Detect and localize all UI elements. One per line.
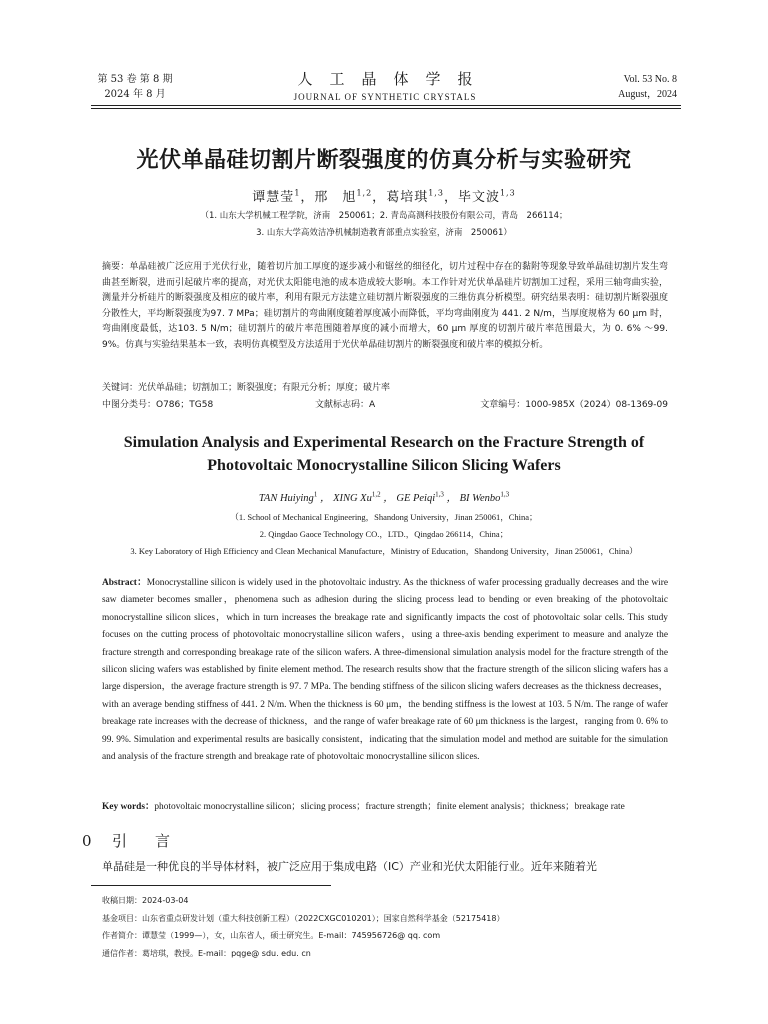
journal-name [240,68,530,102]
affiliation-cn-line: 3. 山东大学高效洁净机械制造教育部重点实验室，济南 250061） [256,228,512,238]
header-date-cn: 2024 年 8 月 [104,89,166,100]
affiliation-en-line: 2. Qingdao Gaoce Technology CO.，LTD.，Qingdao 266114，China； [259,529,509,539]
affiliation-cn-line: （1. 山东大学机械工程学院，济南 250061；2. 青岛高测科技股份有限公司，青岛 266114； [200,211,568,221]
section-number: 0 [82,832,92,850]
paper-title-en [60,431,708,477]
footnote-received-date: 收稿日期：2024-03-04 [102,896,189,905]
abstract-en-label: Abstract： [102,578,147,588]
author-name-en: TAN Huiying [258,493,314,504]
author-name-en: GE Peiqi [396,493,436,504]
body-paragraph: 单晶硅是一种优良的半导体材料，被广泛应用于集成电路（IC）产业和光伏太阳能行业。近年来随着光 [102,860,597,873]
header-vol-no: Vol. 53 No. 8 [623,74,677,85]
author-affil-mark: 1 [313,490,318,499]
affiliation-en-line: （1. School of Mechanical Engineering，Shandong University，Jinan 250061，China； [230,512,538,522]
abstract-cn: 摘要：单晶硅被广泛应用于光伏行业，随着切片加工厚度的逐步减小和锯丝的细径化，切片过程中存在的黏附等现象导致单晶硅切割片发生弯曲甚至断裂，进而引起破片率的提高，对光伏太阳能电池的成本造成较大影响。本工作针对光伏单晶硅片切割加工过程，采用三轴弯曲实验，测量并分析硅片的断裂强度及相应的破片率，利用有限元方法建立硅切割片断裂强度的三维仿真分析模型。研究结果表明：硅切割片断裂强度分散性大，平均断裂强度为97. 7 MPa；硅切割片的弯曲刚度随着厚度减小而降低，平均弯曲刚度为 441. 2 N/m，当厚度规格为 60 μm 时，弯曲刚度最低，达103. 5 N/m；硅切割片的破片率范围随着厚度的减小而增大，60 μm 厚度的切割片破片率范围最大，为 0. 6% ～99. 9%。仿真与实验结果基本一致，表明仿真模型及方法适用于光伏单晶硅切割片的断裂强度和破片率的模拟分析。 [102,262,668,350]
author-affil-mark: 1,3 [428,188,444,198]
footnote-funding: 基金项目：山东省重点研发计划（重大科技创新工程）（2022CXGC010201）；国家自然科学基金（52175418） [102,913,505,923]
abstract-en-text: Monocrystalline silicon is widely used in the photovoltaic industry. As the thickness of wafer processing gradually decreases and the wire saw diameter becomes smaller，phenomena such as adhesion during the slicing process lead to bending or even breaking of the photovoltaic monocrystalline silicon slices，which in turn increases the breakage rate and significantly impacts the cost of photovoltaic solar cells. This study focuses on the cutting process of photovoltaic monocrystalline silicon wafers，using a three-axis bending experiment to measure and analyze the fracture strength and corresponding breakage rate of the silicon wafers. A three-dimensional simulation analysis model for the fracture strength of the silicon slicing wafers was established by finite element method. The research results show that the fracture strength of the silicon slicing wafers has a large dispersion，the average fracture strength is 97. 7 MPa. The bending stiffness of the silicon slicing wafers decreases as the thickness decreases，with an average bending stiffness of 441. 2 N/m. When the thickness is 60 μm，the bending stiffness is the lowest at 103. 5 N/m. The range of wafer breakage rate increases with the decrease of thickness，and the range of wafer breakage rate of 60 μm thickness is the largest，ranging from 0. 6% to 99. 9%. Simulation and experimental results are basically consistent，indicating that the simulation model and method are suitable for the simulation and analysis of the fracture strength and breakage rate of photovoltaic monocrystalline silicon slices. [102,578,668,763]
article-number: 文章编号：1000-985X（2024）08-1369-09 [480,400,668,410]
author-affil-mark: 1,2 [356,188,373,198]
keywords-en-text: photovoltaic monocrystalline silicon；slicing process；fracture strength；finite element analysis；thickness；breakage rate [154,802,625,812]
footnote-corresponding-author: 通信作者：葛培琪，教授。E-mail：pqge@ sdu. edu. cn [102,948,311,958]
paper-title-cn: 光伏单晶硅切割片断裂强度的仿真分析与实验研究 [136,148,632,173]
keywords-en-label: Key words： [102,802,155,812]
document-code: 文献标志码：A [315,400,376,410]
keywords-en [102,798,668,812]
header-issue-info [95,72,175,102]
author-name: 毕文波 [457,190,500,205]
header-date-en: August，2024 [618,89,677,100]
abstract-en [102,575,668,766]
author-affil-mark: 1,3 [499,188,516,198]
author-name-en: XING Xu [333,493,372,504]
author-name: 葛培琪 [386,190,429,205]
section-heading [82,830,198,851]
header-rule-thick [91,105,681,106]
keywords-cn: 关键词：光伏单晶硅；切割加工；断裂强度；有限元分析；厚度；破片率 [102,383,391,393]
footnote-author-bio: 作者简介：谭慧莹（1999—），女，山东省人，硕士研究生。E-mail：745956726@ qq. com [102,931,441,940]
clc-number: 中图分类号：O786；TG58 [102,400,214,410]
journal-name-en: JOURNAL OF SYNTHETIC CRYSTALS [293,92,477,102]
affiliation-en-line: 3. Key Laboratory of High Efficiency and Clean Mechanical Manufacture，Ministry of Education，Shandong University，Jinan 250061，China） [130,546,638,556]
author-name: 谭慧莹 [252,190,295,205]
paper-title-en-line: Photovoltaic Monocrystalline Silicon Slicing Wafers [207,457,561,474]
header-vol-info-en [618,72,677,102]
author-name-en: BI Wenbo [459,493,501,504]
footnote-rule [91,885,331,886]
footnotes [102,892,504,962]
section-title: 引言 [112,832,199,850]
paper-title-en-line: Simulation Analysis and Experimental Research on the Fracture Strength of [123,434,645,451]
author-name: 邢 旭 [314,190,357,205]
authors-cn: 谭慧莹$^1$，邢 旭$^{1,2}$，葛培琪$^{1,3}$，毕文波$^{1,3}$ [252,188,516,205]
author-affil-mark: 1 [294,188,301,198]
authors-en: TAN Huiying$^1$ ， XING Xu$^{1,2}$ ， GE Peiqi$^{1,3}$ ， BI Wenbo$^{1,3}$ [258,490,510,504]
header-rule-thin [91,108,681,109]
header-volume-issue: 第 53 卷 第 8 期 [97,74,173,85]
author-affil-mark: 1,3 [500,490,510,499]
author-affil-mark: 1,3 [435,490,444,499]
author-affil-mark: 1,2 [371,490,381,499]
journal-name-cn: 人工晶体学报 [297,70,490,88]
